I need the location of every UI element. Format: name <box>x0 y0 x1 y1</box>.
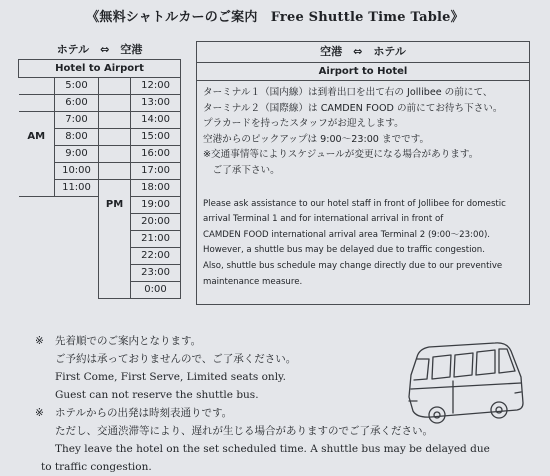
pm-time: 21:00 <box>131 231 181 248</box>
note-mark: ※ <box>35 335 44 347</box>
instruction-line: プラカードを持ったスタッフがお迎えします。 <box>203 118 404 130</box>
pm-label: PM <box>99 197 131 214</box>
airport-to-hotel-heading-jp: 空港 ⇔ ホテル <box>197 42 529 63</box>
pm-time: 19:00 <box>131 197 181 214</box>
instruction-line: Also, shuttle bus schedule may change directly due to our preventive <box>203 260 503 271</box>
instruction-line: 空港からのピックアップは 9:00～23:00 までです。 <box>203 133 430 145</box>
note-first-come <box>35 332 435 404</box>
am-label: AM <box>19 129 55 146</box>
instruction-line: However, a shuttle bus may be delayed due to traffic congestion. <box>203 245 485 256</box>
pm-time: 13:00 <box>131 95 181 112</box>
hotel-to-airport-heading-en: Hotel to Airport <box>19 60 181 78</box>
pm-time: 0:00 <box>131 282 181 299</box>
pm-time: 15:00 <box>131 129 181 146</box>
pm-time: 20:00 <box>131 214 181 231</box>
note-line: 先着順でのご案内となります。 <box>55 335 202 347</box>
am-time: 8:00 <box>55 129 99 146</box>
note-line: Guest can not reserve the shuttle bus. <box>55 389 259 401</box>
am-time: 5:00 <box>55 78 99 95</box>
shuttle-bus-icon <box>403 337 531 435</box>
hotel-to-airport-heading-jp: ホテル ⇔ 空港 <box>19 41 181 60</box>
note-line: ホテルからの出発は時刻表通りです。 <box>55 407 233 419</box>
airport-to-hotel-panel <box>196 41 530 305</box>
pickup-instructions-jp <box>197 81 529 179</box>
instruction-line: Please ask assistance to our hotel staff in front of Jollibee for domestic <box>203 198 506 209</box>
instruction-line: ターミナル２（国際線）は CAMDEN FOOD の前にてお待ち下さい。 <box>203 102 503 114</box>
pm-time: 22:00 <box>131 248 181 265</box>
pm-time: 17:00 <box>131 163 181 180</box>
note-line: ご予約は承っておりませんので、ご了承ください。 <box>55 353 297 365</box>
am-time: 7:00 <box>55 112 99 129</box>
note-line: First Come, First Serve, Limited seats only. <box>55 371 286 383</box>
pm-time: 18:00 <box>131 180 181 197</box>
hotel-to-airport-table <box>18 41 181 299</box>
instruction-line: CAMDEN FOOD international arrival area Terminal 2 (9:00～23:00). <box>203 229 491 240</box>
am-time: 9:00 <box>55 146 99 163</box>
note-departure <box>35 404 490 476</box>
instruction-line: maintenance measure. <box>203 276 303 287</box>
note-mark: ※ <box>35 407 44 419</box>
shuttle-notes <box>35 332 490 476</box>
instruction-line: ※交通事情等によりスケジュールが変更になる場合があります。 <box>203 149 479 161</box>
page-title: 《無料シャトルカーのご案内 Free Shuttle Time Table》 <box>86 10 464 25</box>
pm-time: 12:00 <box>131 78 181 95</box>
pm-time: 23:00 <box>131 265 181 282</box>
pm-time: 14:00 <box>131 112 181 129</box>
airport-to-hotel-heading-en: Airport to Hotel <box>197 63 529 81</box>
am-time: 10:00 <box>55 163 99 180</box>
instruction-line: arrival Terminal 1 and for international arrival in front of <box>203 214 444 225</box>
am-time: 6:00 <box>55 95 99 112</box>
instruction-line: ターミナル１（国内線）は到着出口を出て右の Jollibee の前にて、 <box>203 87 493 98</box>
pm-time: 16:00 <box>131 146 181 163</box>
note-line: They leave the hotel on the set scheduled time. A shuttle bus may be delayed due <box>55 443 490 455</box>
instruction-line: ご了承下さい。 <box>203 164 280 176</box>
pickup-instructions-en <box>197 179 529 291</box>
note-line: to traffic congestion. <box>41 461 152 473</box>
note-line: ただし、交通渋滞等により、遅れが生じる場合がありますのでご了承ください。 <box>55 425 433 437</box>
am-time: 11:00 <box>55 180 99 197</box>
